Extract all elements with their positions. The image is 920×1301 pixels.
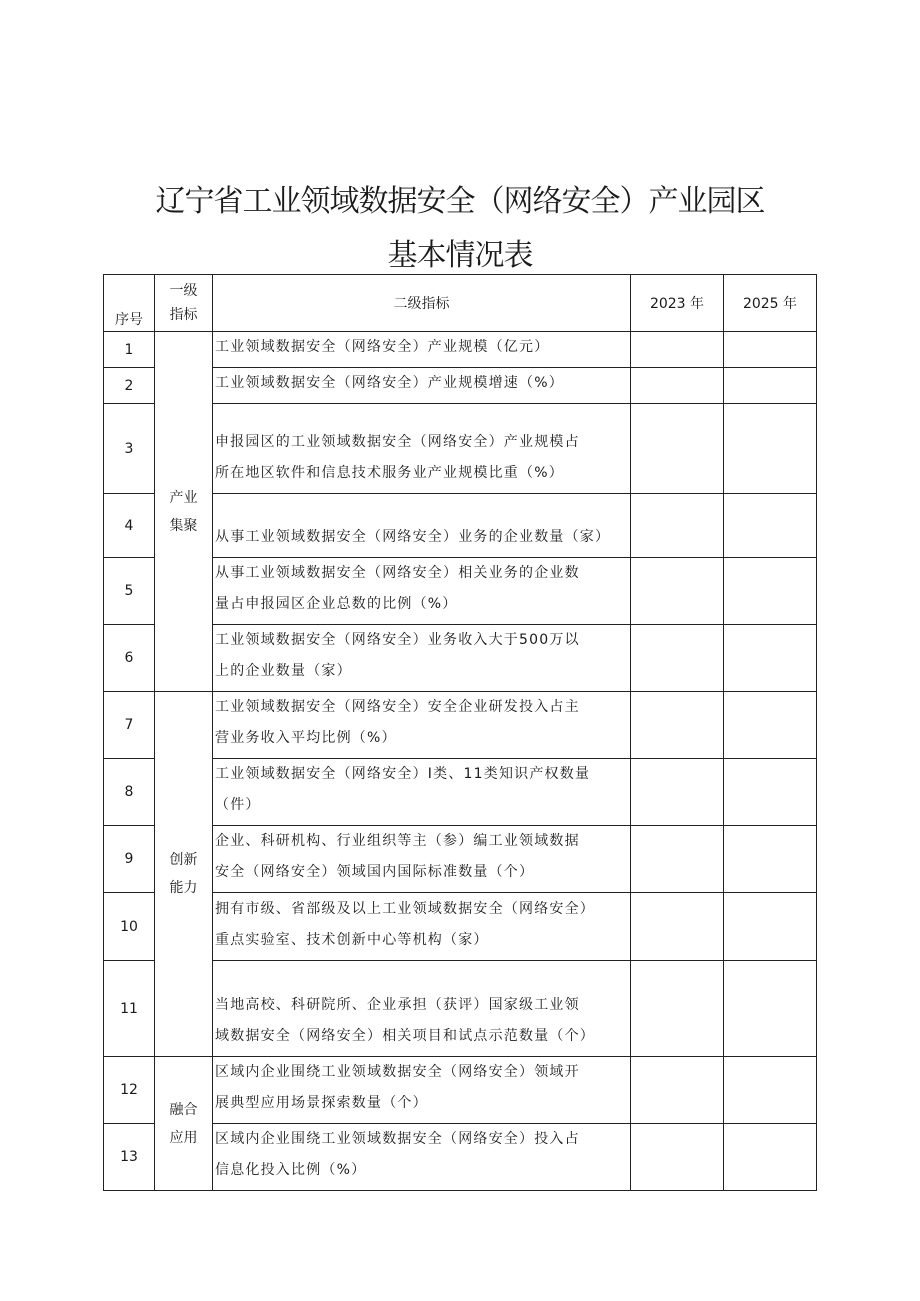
header-level1-line2: 指标	[169, 307, 198, 323]
table-row	[104, 332, 817, 368]
row-number: 12	[104, 1057, 155, 1124]
indicator-line: 工业领域数据安全（网络安全）产业规模（亿元）	[215, 339, 550, 355]
value-2025-cell[interactable]	[724, 893, 817, 961]
level2-indicator	[213, 494, 631, 558]
indicator-line: 工业领域数据安全（网络安全）产业规模增速（%）	[215, 375, 564, 391]
indicator-line: 工业领域数据安全（网络安全）业务收入大于500万以	[215, 632, 580, 648]
indicator-line: 拥有市级、省部级及以上工业领域数据安全（网络安全）	[215, 901, 595, 917]
row-number: 7	[104, 692, 155, 759]
row-number: 5	[104, 558, 155, 625]
page-title: 辽宁省工业领域数据安全（网络安全）产业园区	[155, 184, 765, 219]
indicator-line: 信息化投入比例（%）	[215, 1162, 367, 1178]
table-header-row	[104, 275, 817, 332]
indicator-line: 从事工业领域数据安全（网络安全）相关业务的企业数	[215, 565, 580, 581]
indicator-line: 域数据安全（网络安全）相关项目和试点示范数量（个）	[215, 1028, 595, 1044]
header-year-2023: 2023 年	[631, 275, 724, 332]
indicator-line: 从事工业领域数据安全（网络安全）业务的企业数量（家）	[215, 529, 611, 545]
row-number: 11	[104, 961, 155, 1057]
value-2023-cell[interactable]	[631, 692, 724, 759]
indicator-line: 企业、科研机构、行业组织等主（参）编工业领域数据	[215, 833, 580, 849]
header-level2: 二级指标	[213, 275, 631, 332]
table-row	[104, 1057, 817, 1124]
value-2023-cell[interactable]	[631, 826, 724, 893]
indicator-line: 营业务收入平均比例（%）	[215, 730, 397, 746]
indicator-line: 区域内企业围绕工业领域数据安全（网络安全）投入占	[215, 1131, 580, 1147]
indicator-line: 展典型应用场景探索数量（个）	[215, 1095, 428, 1111]
indicator-line: 所在地区软件和信息技术服务业产业规模比重（%）	[215, 465, 564, 481]
value-2023-cell[interactable]	[631, 893, 724, 961]
category-line: 集聚	[169, 517, 198, 534]
level1-category	[155, 692, 213, 1057]
indicator-line: 当地高校、科研院所、企业承担（获评）国家级工业领	[215, 997, 580, 1013]
row-number: 6	[104, 625, 155, 692]
level2-indicator	[213, 961, 631, 1057]
level2-indicator	[213, 404, 631, 494]
indicator-line: （件）	[215, 797, 261, 813]
indicator-line: 申报园区的工业领域数据安全（网络安全）产业规模占	[215, 434, 580, 450]
indicator-line: 上的企业数量（家）	[215, 663, 352, 679]
value-2023-cell[interactable]	[631, 558, 724, 625]
indicator-line: 量占申报园区企业总数的比例（%）	[215, 596, 458, 612]
level2-indicator	[213, 368, 631, 404]
value-2023-cell[interactable]	[631, 404, 724, 494]
value-2023-cell[interactable]	[631, 625, 724, 692]
value-2023-cell[interactable]	[631, 368, 724, 404]
value-2023-cell[interactable]	[631, 759, 724, 826]
header-seq: 序号	[104, 275, 155, 332]
value-2025-cell[interactable]	[724, 1124, 817, 1191]
level1-category	[155, 1057, 213, 1191]
row-number: 2	[104, 368, 155, 404]
level1-category	[155, 332, 213, 692]
value-2025-cell[interactable]	[724, 625, 817, 692]
value-2025-cell[interactable]	[724, 494, 817, 558]
category-line: 应用	[169, 1129, 198, 1146]
level2-indicator	[213, 826, 631, 893]
indicator-line: 工业领域数据安全（网络安全）安全企业研发投入占主	[215, 699, 580, 715]
category-line: 产业	[169, 489, 198, 506]
value-2025-cell[interactable]	[724, 826, 817, 893]
value-2025-cell[interactable]	[724, 759, 817, 826]
category-line: 融合	[169, 1101, 198, 1118]
level2-indicator	[213, 759, 631, 826]
value-2025-cell[interactable]	[724, 961, 817, 1057]
indicator-line: 安全（网络安全）领域国内国际标准数量（个）	[215, 864, 535, 880]
level2-indicator	[213, 893, 631, 961]
level2-indicator	[213, 332, 631, 368]
value-2023-cell[interactable]	[631, 494, 724, 558]
value-2025-cell[interactable]	[724, 332, 817, 368]
level2-indicator	[213, 625, 631, 692]
row-number: 9	[104, 826, 155, 893]
indicator-line: 工业领域数据安全（网络安全）I类、11类知识产权数量	[215, 766, 591, 782]
indicator-line: 区域内企业围绕工业领域数据安全（网络安全）领域开	[215, 1064, 580, 1080]
header-level1	[155, 275, 213, 332]
table-body	[104, 332, 817, 1191]
header-year-2025: 2025 年	[724, 275, 817, 332]
value-2025-cell[interactable]	[724, 404, 817, 494]
row-number: 8	[104, 759, 155, 826]
category-line: 创新	[169, 852, 198, 868]
category-line: 能力	[169, 880, 198, 896]
page-subtitle: 基本情况表	[387, 238, 533, 273]
value-2023-cell[interactable]	[631, 332, 724, 368]
row-number: 10	[104, 893, 155, 961]
row-number: 4	[104, 494, 155, 558]
level2-indicator	[213, 1057, 631, 1124]
level2-indicator	[213, 1124, 631, 1191]
table-row	[104, 692, 817, 759]
value-2025-cell[interactable]	[724, 368, 817, 404]
value-2023-cell[interactable]	[631, 1057, 724, 1124]
value-2023-cell[interactable]	[631, 961, 724, 1057]
row-number: 13	[104, 1124, 155, 1191]
level2-indicator	[213, 558, 631, 625]
level2-indicator	[213, 692, 631, 759]
basic-info-table	[103, 274, 817, 1191]
value-2025-cell[interactable]	[724, 692, 817, 759]
indicator-line: 重点实验室、技术创新中心等机构（家）	[215, 932, 489, 948]
row-number: 3	[104, 404, 155, 494]
value-2025-cell[interactable]	[724, 558, 817, 625]
header-level1-line1: 一级	[169, 283, 198, 299]
row-number: 1	[104, 332, 155, 368]
value-2023-cell[interactable]	[631, 1124, 724, 1191]
value-2025-cell[interactable]	[724, 1057, 817, 1124]
